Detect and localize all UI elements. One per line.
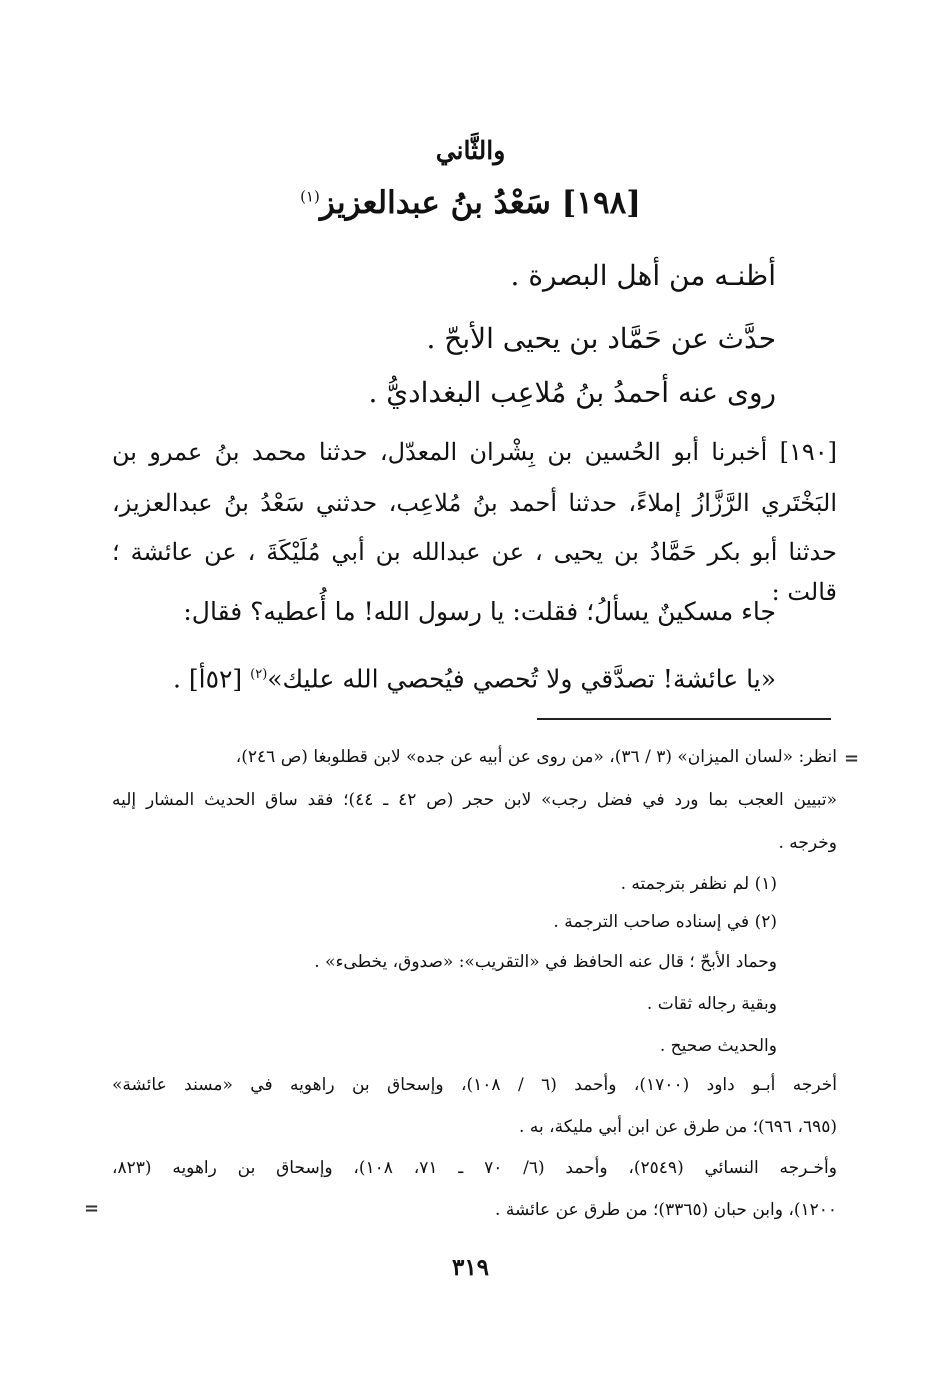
hadith-line: [١٩٠] أخبرنا أبو الحُسين بن بِشْران المعدّل، حدثنا محمد بنُ عمرو بن [112, 438, 837, 466]
footnote-line: وأخـرجه النسائي (٢٥٤٩)، وأحمد (٦/ ٧٠ ـ ٧١، ١٠٨)، وإسحاق بن راهويه (٨٢٣، [112, 1158, 837, 1178]
footnote-line: وحماد الأبحّ ؛ قال عنه الحافظ في «التقريب»: «صدوق، يخطىء» . [314, 952, 777, 972]
hadith-quote: «يا عائشة! تصدَّقي ولا تُحصي فيُحصي الله عليك» [267, 664, 776, 694]
continuation-mark: = [844, 748, 860, 769]
hadith-text-line: جاء مسكينٌ يسألُ؛ فقلت: يا رسول الله! ما أُعطيه؟ فقال: [183, 597, 776, 626]
intro-line: أظنـه من أهل البصرة . [510, 259, 776, 292]
intro-line: حدَّث عن حَمَّاد بن يحيى الأبحّ . [426, 322, 776, 355]
section-label: والثَّاني [435, 136, 506, 165]
entry-title-text: [١٩٨] سَعْدُ بنُ عبدالعزيز [319, 185, 641, 221]
footnote-line: (١) لم نظفر بترجمته . [620, 874, 777, 894]
end-mark: = [84, 1198, 100, 1219]
footnote-divider [537, 718, 831, 720]
footnote-line: «تبيين العجب بما ورد في فضل رجب» لابن حجر (ص ٤٢ ـ ٤٤)؛ فقد ساق الحديث المشار إليه [112, 790, 837, 810]
footnote-line: (٦٩٥، ٦٩٦)؛ من طرق عن ابن أبي مليكة، به . [519, 1117, 837, 1137]
hadith-text-line [173, 655, 776, 699]
footnote-line: أخرجه أبـو داود (١٧٠٠)، وأحمد (٦ / ١٠٨)، وإسحاق بن راهويه في «مسند عائشة» [112, 1075, 837, 1095]
manuscript-folio: [٥٢أ] . [172, 664, 251, 694]
footnote-line: ١٢٠٠)، وابن حبان (٣٣٦٥)؛ من طرق عن عائشة . [495, 1200, 837, 1220]
footnote-line: (٢) في إسناده صاحب الترجمة . [553, 912, 777, 932]
footnote-line: والحديث صحيح . [659, 1036, 777, 1056]
entry-title [0, 185, 941, 221]
footnote-line: انظر: «لسان الميزان» (٣ / ٣٦)، «من روى عن أبيه عن جده» لابن قطلوبغا (ص ٢٤٦)، [235, 747, 837, 767]
footnote-line: وخرجه . [778, 833, 837, 853]
hadith-line: حدثنا أبو بكر حَمَّادُ بن يحيى ، عن عبدالله بن أبي مُلَيْكَةَ ، عن عائشة ؛ قالت : [112, 538, 837, 606]
footnote-line: وبقية رجاله ثقات . [646, 994, 777, 1014]
page-number: ٣١٩ [451, 1254, 490, 1281]
footnote-ref-1: (١) [300, 187, 320, 206]
footnote-ref-2: (٢) [250, 667, 268, 682]
intro-line: روى عنه أحمدُ بنُ مُلاعِب البغداديُّ . [368, 376, 776, 409]
hadith-line: البَخْتَري الرَّزَّازُ إملاءً، حدثنا أحمد بنُ مُلاعِب، حدثني سَعْدُ بنُ عبدالعزيز، [112, 489, 838, 517]
